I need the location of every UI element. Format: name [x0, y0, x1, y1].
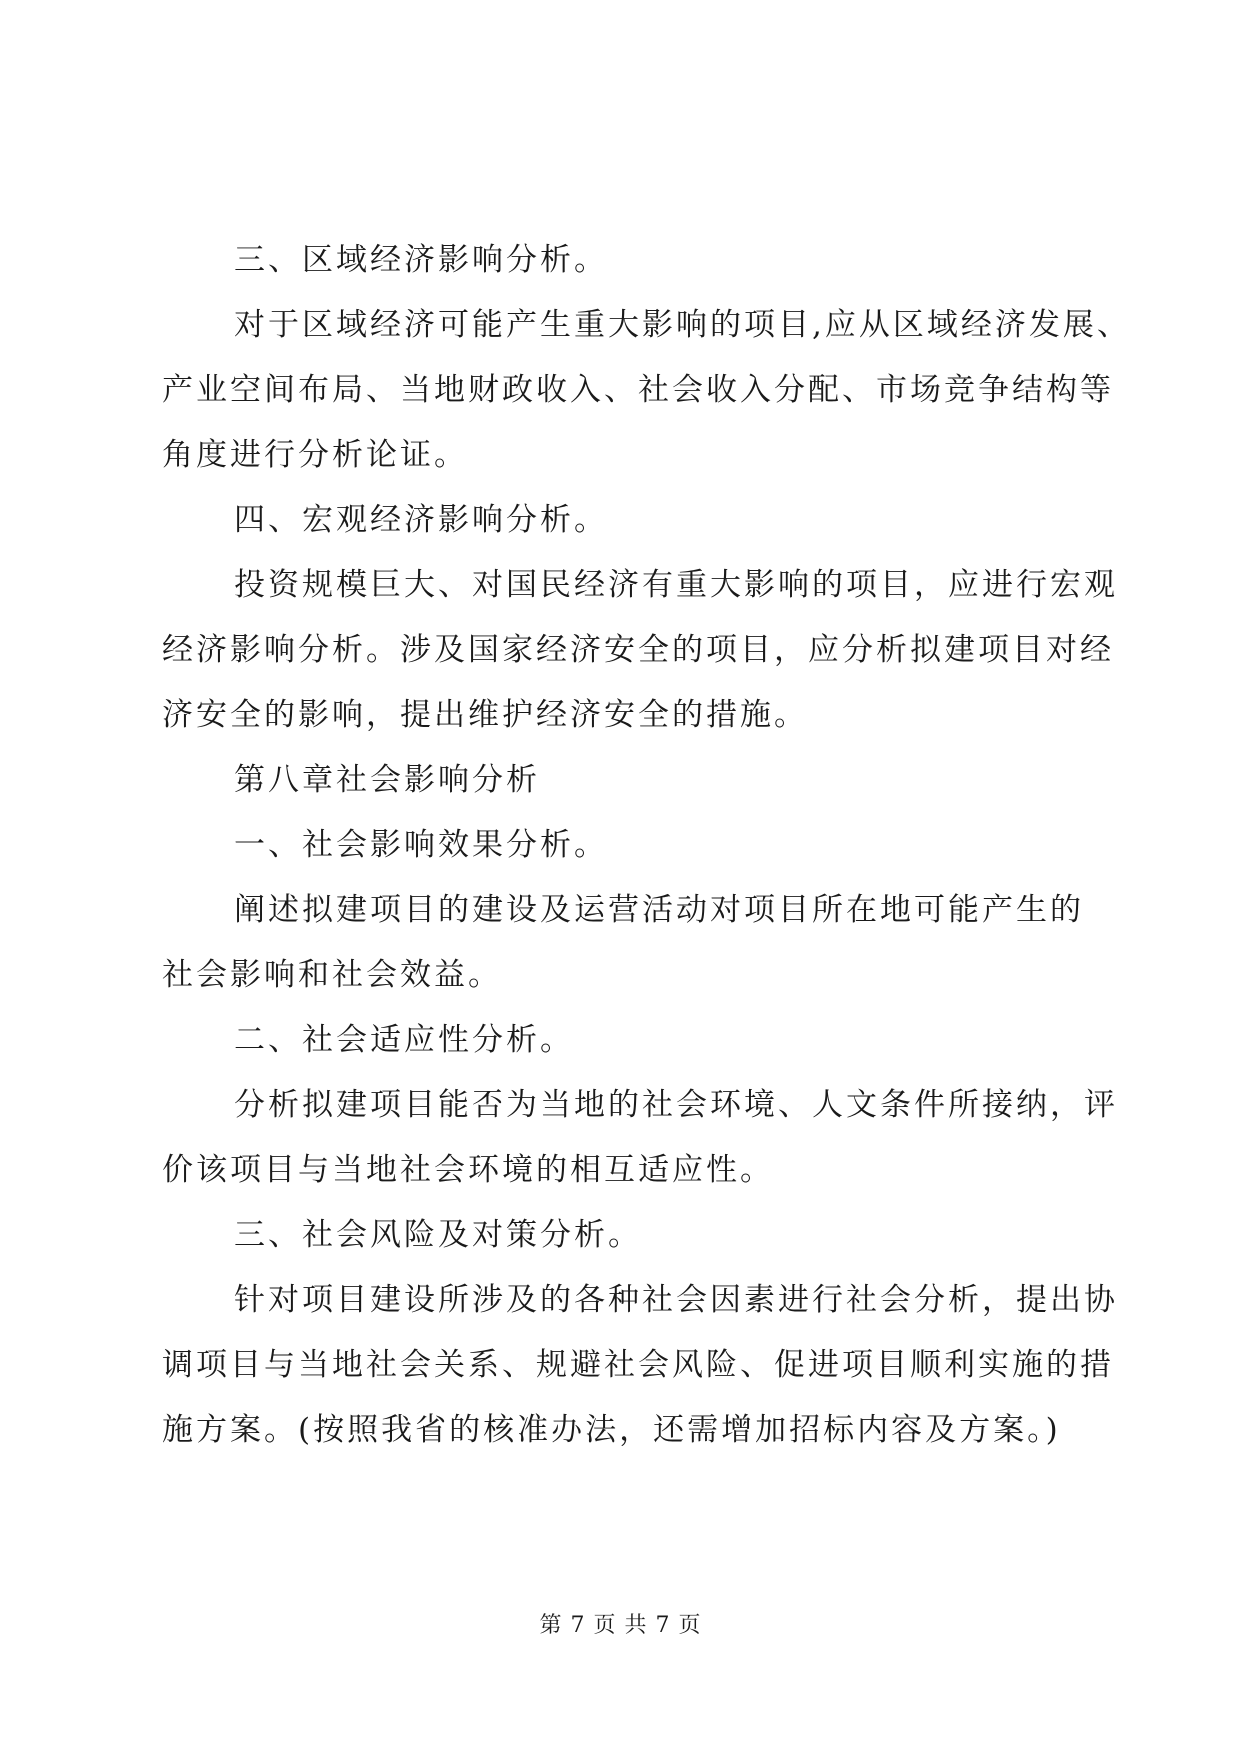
section-heading-social-effect — [162, 813, 1122, 878]
chapter-heading-social-impact — [162, 748, 1122, 813]
paragraph-social-adaptability — [162, 1073, 1122, 1203]
paragraph-social-risk — [162, 1268, 1122, 1463]
text-line: 阐述拟建项目的建设及运营活动对项目所在地可能产生的 — [234, 892, 1084, 928]
document-body — [162, 228, 1131, 1463]
text-line: 三、社会风险及对策分析。 — [234, 1217, 642, 1253]
section-heading-macro-economy — [162, 488, 1122, 553]
text-line: 产业空间布局、当地财政收入、社会收入分配、市场竞争结构等 — [162, 372, 1114, 408]
text-line: 价该项目与当地社会环境的相互适应性。 — [162, 1152, 774, 1188]
text-line: 调项目与当地社会关系、规避社会风险、促进项目顺利实施的措 — [162, 1347, 1114, 1383]
text-line: 施方案。(按照我省的核准办法，还需增加招标内容及方案。) — [162, 1412, 1061, 1448]
text-line: 一、社会影响效果分析。 — [234, 827, 608, 863]
section-heading-social-adaptability — [162, 1008, 1122, 1073]
text-line: 社会影响和社会效益。 — [162, 957, 502, 993]
paragraph-social-effect — [162, 878, 1122, 1008]
text-line: 三、区域经济影响分析。 — [234, 242, 608, 278]
text-line: 角度进行分析论证。 — [162, 437, 468, 473]
text-line: 针对项目建设所涉及的各种社会因素进行社会分析，提出协 — [234, 1282, 1118, 1318]
page-number-footer: 第 7 页 共 7 页 — [539, 1613, 702, 1638]
paragraph-macro-economy — [162, 553, 1122, 748]
text-line: 第八章社会影响分析 — [234, 762, 540, 798]
text-line: 经济影响分析。涉及国家经济安全的项目，应分析拟建项目对经 — [162, 632, 1114, 668]
text-line: 分析拟建项目能否为当地的社会环境、人文条件所接纳，评 — [234, 1087, 1118, 1123]
text-line: 济安全的影响，提出维护经济安全的措施。 — [162, 697, 808, 733]
text-line: 四、宏观经济影响分析。 — [234, 502, 608, 538]
paragraph-regional-economy — [162, 293, 1131, 488]
text-line: 投资规模巨大、对国民经济有重大影响的项目，应进行宏观 — [234, 567, 1118, 603]
section-heading-regional-economy — [162, 228, 1122, 293]
text-line: 对于区域经济可能产生重大影响的项目,应从区域经济发展、 — [234, 307, 1131, 343]
section-heading-social-risk — [162, 1203, 1122, 1268]
text-line: 二、社会适应性分析。 — [234, 1022, 574, 1058]
